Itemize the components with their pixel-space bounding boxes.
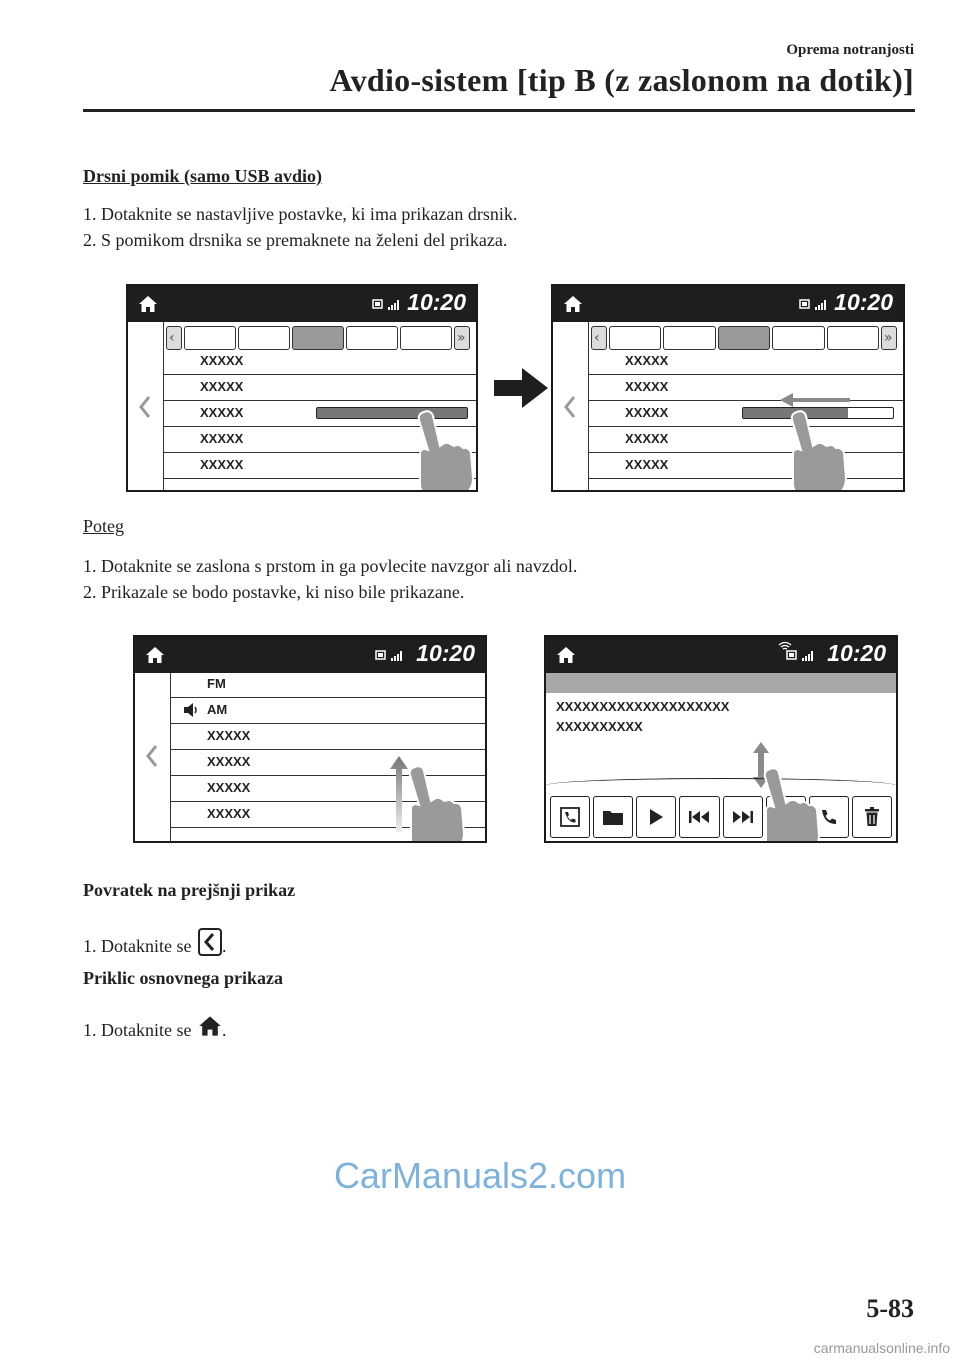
status-bar [553, 286, 903, 322]
finger-icon [789, 408, 849, 492]
back-icon[interactable] [137, 394, 153, 420]
finger-icon [416, 408, 476, 492]
status-bar [135, 637, 485, 673]
back-icon[interactable] [562, 394, 578, 420]
trash-icon [864, 807, 880, 827]
heading-slide: Drsni pomik (samo USB avdio) [83, 166, 323, 186]
phone-book-icon [559, 806, 581, 828]
screen-slider-after [551, 284, 905, 492]
delete-button[interactable] [852, 796, 892, 838]
list-item[interactable]: XXXXX [589, 452, 903, 479]
phone-icon [820, 808, 838, 826]
list-item[interactable]: XXXXX [171, 749, 485, 776]
header-rule [83, 109, 915, 112]
list-item[interactable]: XXXXX [589, 400, 903, 427]
clock: 10:20 [827, 640, 886, 666]
back-icon [198, 928, 222, 956]
tab[interactable] [346, 326, 398, 350]
right-arrow-icon [492, 366, 550, 410]
home-icon[interactable] [556, 645, 576, 665]
play-button[interactable] [636, 796, 676, 838]
left-column [553, 322, 589, 490]
swipe-step-2: 2. Prikazale se bodo postavke, ki niso bile prikazane. [83, 582, 465, 602]
speaker-icon [183, 702, 199, 718]
folder-button[interactable] [593, 796, 633, 838]
tab-next-arrow[interactable]: » [881, 326, 897, 350]
media-title: XXXXXXXXXXXXXXXXXXXX [556, 699, 730, 714]
back-step: 1. Dotaknite se . [83, 928, 226, 957]
slide-step-1: 1. Dotaknite se nastavljive postavke, ki ima prikazan drsnik. [83, 204, 518, 224]
slide-step-2: 2. S pomikom drsnika se premaknete na želeni del prikaza. [83, 230, 508, 250]
finger-icon [407, 763, 467, 843]
status-bar [128, 286, 476, 322]
list-item[interactable]: XXXXX [589, 348, 903, 375]
heading-swipe: Poteg [83, 516, 125, 536]
list-item[interactable]: AM [171, 697, 485, 724]
list-item[interactable]: XXXXX [164, 426, 476, 453]
list-item[interactable]: XXXXX [171, 723, 485, 750]
list-item[interactable]: XXXXX [171, 775, 485, 802]
page-number: 5-83 [866, 1294, 914, 1323]
previous-track-button[interactable] [679, 796, 719, 838]
media-toolbar [550, 796, 892, 838]
home-step: 1. Dotaknite se . [83, 1014, 226, 1041]
list-item[interactable]: XXXXX [164, 400, 476, 427]
tab[interactable] [238, 326, 290, 350]
chapter-title: Oprema notranjosti [786, 42, 914, 58]
finger-icon [762, 765, 822, 843]
tab-next-arrow[interactable]: » [454, 326, 470, 350]
previous-track-icon [688, 810, 710, 824]
home-icon [198, 1014, 222, 1038]
swipe-step-1: 1. Dotaknite se zaslona s prstom in ga povlecite navzgor ali navzdol. [83, 556, 578, 576]
screen-swipe-media [544, 635, 898, 843]
tab[interactable] [663, 326, 715, 350]
tab-strip [591, 326, 899, 350]
tab[interactable] [609, 326, 661, 350]
signal-icon [799, 297, 831, 311]
tab[interactable] [772, 326, 824, 350]
home-icon[interactable] [145, 645, 165, 665]
clock: 10:20 [416, 640, 475, 666]
left-column [135, 673, 171, 841]
left-column [128, 322, 164, 490]
screen-slider-before [126, 284, 478, 492]
list-item[interactable]: FM [171, 671, 485, 698]
list-item[interactable]: XXXXX [589, 374, 903, 401]
heading-home: Priklic osnovnega prikaza [83, 968, 284, 988]
home-icon[interactable] [563, 294, 583, 314]
list-item[interactable]: XXXXX [171, 801, 485, 828]
status-bar [546, 637, 896, 673]
signal-icon [786, 648, 818, 662]
list-item[interactable]: XXXXX [164, 348, 476, 375]
tab-prev-arrow[interactable]: ‹ [591, 326, 607, 350]
left-arrow-icon [779, 392, 851, 408]
phone-book-button[interactable] [550, 796, 590, 838]
tab[interactable] [184, 326, 236, 350]
signal-icon [375, 648, 407, 662]
toolbar-arc [546, 778, 896, 793]
next-track-icon [732, 810, 754, 824]
play-icon [648, 808, 664, 826]
tab[interactable] [400, 326, 452, 350]
tab-strip [166, 326, 472, 350]
tab-active[interactable] [718, 326, 770, 350]
screen-swipe-list [133, 635, 487, 843]
page-title: Avdio-sistem [tip B (z zaslonom na dotik)] [329, 62, 914, 98]
back-icon[interactable] [144, 743, 160, 769]
list-item[interactable]: XXXXX [164, 374, 476, 401]
next-track-button[interactable] [723, 796, 763, 838]
list-item[interactable]: XXXXX [589, 426, 903, 453]
clock: 10:20 [834, 289, 893, 315]
tab-active[interactable] [292, 326, 344, 350]
folder-icon [602, 808, 624, 826]
up-arrow-icon [389, 755, 409, 833]
clock: 10:20 [407, 289, 466, 315]
home-icon[interactable] [138, 294, 158, 314]
heading-back: Povratek na prejšnji prikaz [83, 880, 296, 900]
tab-prev-arrow[interactable]: ‹ [166, 326, 182, 350]
tab[interactable] [827, 326, 879, 350]
watermark: CarManuals2.com [333, 1155, 627, 1196]
media-header-band [546, 673, 896, 693]
media-artist: XXXXXXXXXX [556, 719, 643, 734]
footer-link[interactable]: carmanualsonline.info [813, 1340, 950, 1356]
list-item[interactable]: XXXXX [164, 452, 476, 479]
signal-icon [372, 297, 404, 311]
